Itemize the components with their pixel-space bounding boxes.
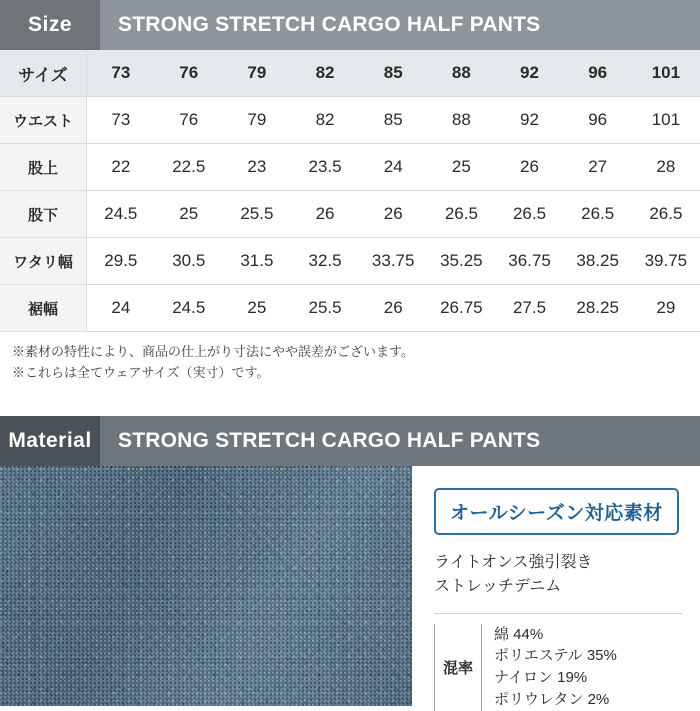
row-label: 股上: [0, 144, 87, 191]
blend-ratio-label: 混率: [434, 624, 482, 711]
table-header-cell: 96: [564, 50, 632, 97]
fabric-texture-overlay: [0, 466, 412, 706]
blend-item: ナイロン 19%: [494, 669, 588, 687]
table-cell: 96: [564, 97, 632, 144]
table-cell: 23: [223, 144, 291, 191]
material-section-title: STRONG STRETCH CARGO HALF PANTS: [100, 416, 700, 466]
table-cell: 25: [223, 285, 291, 332]
table-cell: 29.5: [87, 238, 155, 285]
fabric-swatch-image: [0, 466, 412, 706]
table-cell: 22: [87, 144, 155, 191]
table-cell: 26.5: [427, 191, 495, 238]
table-header-cell: 76: [155, 50, 223, 97]
size-section-header: [0, 0, 700, 50]
table-cell: 92: [495, 97, 563, 144]
table-header-cell: 79: [223, 50, 291, 97]
table-cell: 25.5: [223, 191, 291, 238]
material-section-header: [0, 416, 700, 466]
table-cell: 28: [632, 144, 700, 191]
table-cell: 26: [359, 285, 427, 332]
table-cell: 26.5: [564, 191, 632, 238]
size-section-title: STRONG STRETCH CARGO HALF PANTS: [100, 0, 700, 50]
table-cell: 28.25: [564, 285, 632, 332]
table-header-cell: 92: [495, 50, 563, 97]
table-cell: 101: [632, 97, 700, 144]
size-table: [0, 50, 700, 332]
table-cell: 26: [359, 191, 427, 238]
table-cell: 26.75: [427, 285, 495, 332]
table-cell: 35.25: [427, 238, 495, 285]
size-notes: [0, 332, 700, 390]
table-header-cell: 85: [359, 50, 427, 97]
table-cell: 38.25: [564, 238, 632, 285]
table-cell: 73: [87, 97, 155, 144]
table-cell: 26.5: [632, 191, 700, 238]
all-season-badge: オールシーズン対応素材: [434, 488, 679, 535]
table-cell: 33.75: [359, 238, 427, 285]
table-row: [0, 191, 700, 238]
material-section-tag: Material: [0, 416, 100, 466]
material-body: [0, 466, 700, 706]
table-cell: 30.5: [155, 238, 223, 285]
table-cell: 26: [495, 144, 563, 191]
table-header-cell: 101: [632, 50, 700, 97]
table-cell: 24.5: [87, 191, 155, 238]
size-note-line: ※素材の特性により、商品の仕上がり寸法にやや誤差がございます。: [12, 344, 414, 359]
table-row: [0, 144, 700, 191]
table-header-row: [0, 50, 700, 97]
material-description: [434, 551, 682, 599]
material-section: [0, 416, 700, 706]
size-section-tag: Size: [0, 0, 100, 50]
table-cell: 76: [155, 97, 223, 144]
table-cell: 82: [291, 97, 359, 144]
size-note-line: ※これらは全てウェアサイズ（実寸）です。: [12, 364, 270, 380]
table-cell: 24: [359, 144, 427, 191]
table-row: [0, 97, 700, 144]
row-label: ワタリ幅: [0, 238, 87, 285]
table-cell: 39.75: [632, 238, 700, 285]
blend-item: ポリウレタン 2%: [494, 690, 610, 708]
table-cell: 24.5: [155, 285, 223, 332]
table-cell: 36.75: [495, 238, 563, 285]
table-header-cell: 88: [427, 50, 495, 97]
blend-item: ポリエステル 35%: [494, 647, 617, 665]
table-cell: 32.5: [291, 238, 359, 285]
blend-item: 綿 44%: [494, 625, 544, 643]
table-row: [0, 238, 700, 285]
row-label: 股下: [0, 191, 87, 238]
table-cell: 27.5: [495, 285, 563, 332]
table-cell: 79: [223, 97, 291, 144]
table-header-cell: サイズ: [0, 50, 87, 97]
table-cell: 31.5: [223, 238, 291, 285]
table-cell: 24: [87, 285, 155, 332]
material-info: [412, 466, 700, 706]
row-label: ウエスト: [0, 97, 87, 144]
blend-ratio: [434, 624, 682, 711]
table-cell: 26.5: [495, 191, 563, 238]
table-cell: 25: [155, 191, 223, 238]
table-header-cell: 73: [87, 50, 155, 97]
material-description-line: ストレッチデニム: [434, 577, 562, 595]
section-spacer: [0, 390, 700, 416]
table-cell: 22.5: [155, 144, 223, 191]
table-cell: 29: [632, 285, 700, 332]
table-row: [0, 285, 700, 332]
blend-ratio-list: [482, 624, 617, 711]
table-header-cell: 82: [291, 50, 359, 97]
table-cell: 25.5: [291, 285, 359, 332]
material-divider: [434, 613, 682, 614]
table-cell: 26: [291, 191, 359, 238]
table-cell: 88: [427, 97, 495, 144]
row-label: 裾幅: [0, 285, 87, 332]
table-cell: 23.5: [291, 144, 359, 191]
table-cell: 25: [427, 144, 495, 191]
table-cell: 27: [564, 144, 632, 191]
material-description-line: ライトオンス強引裂き: [434, 553, 593, 571]
table-cell: 85: [359, 97, 427, 144]
